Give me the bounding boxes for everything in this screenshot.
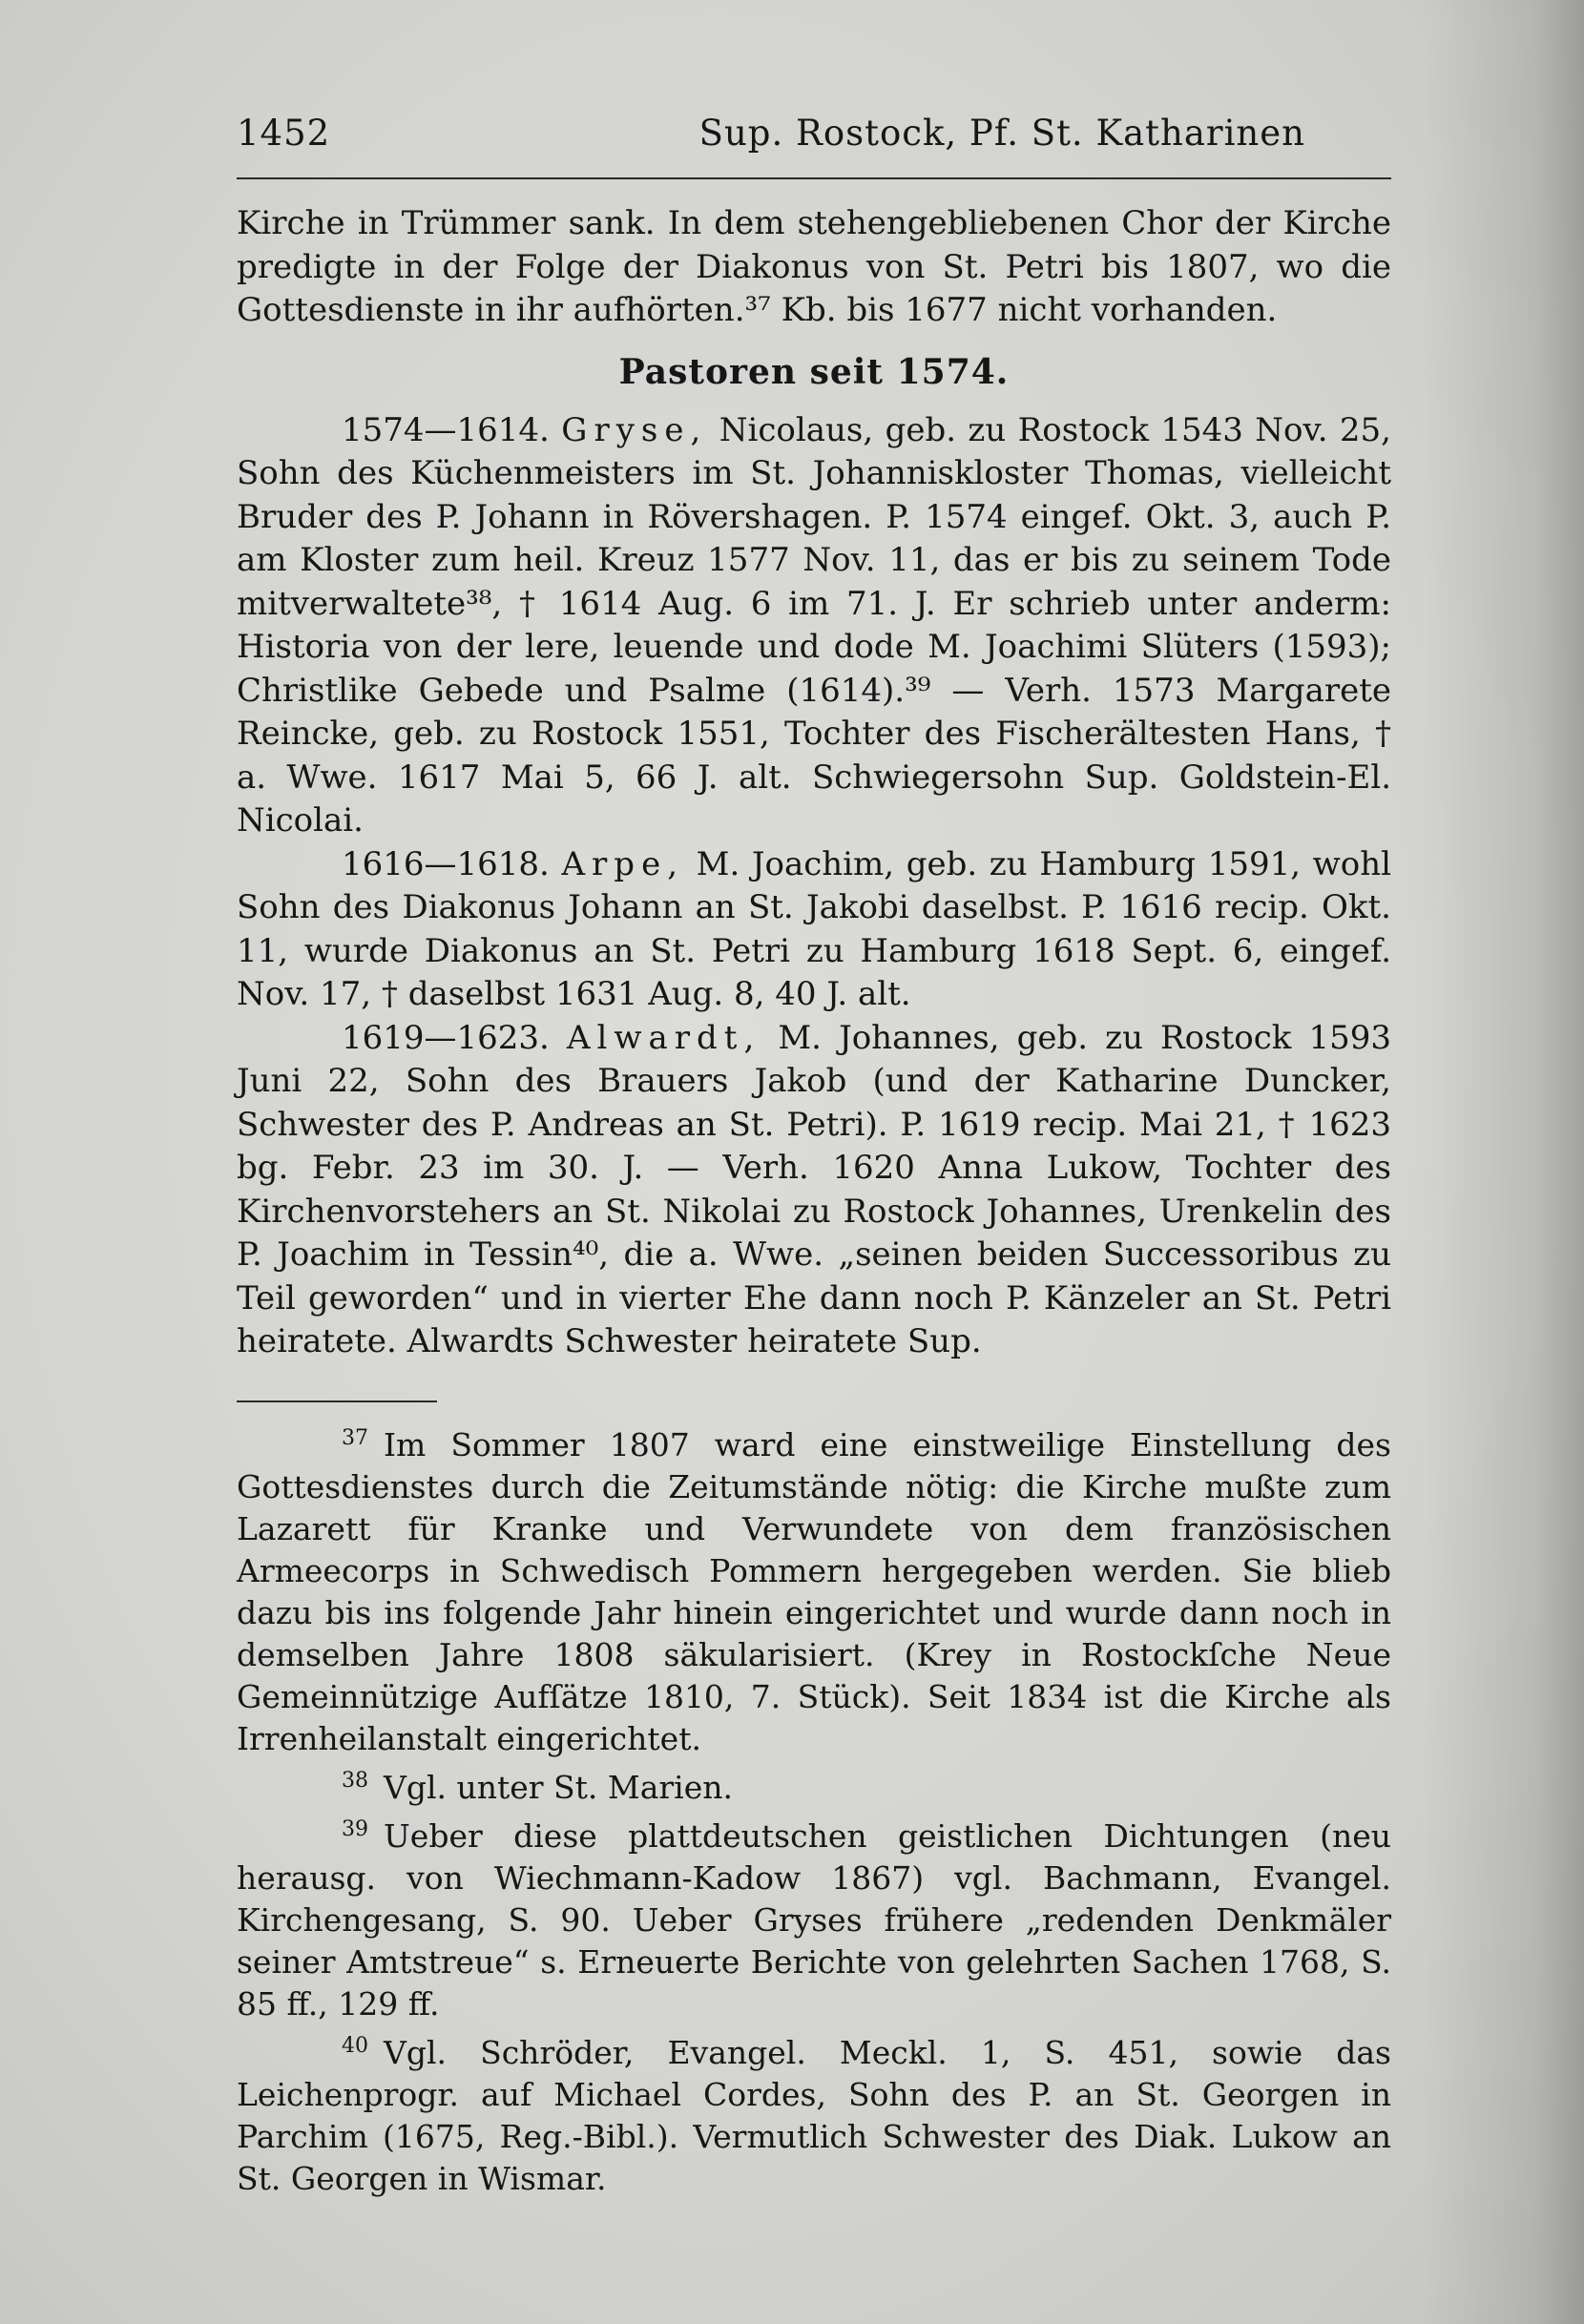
footnote-number: 38 <box>342 1768 368 1793</box>
entry-years: 1574—1614. <box>342 410 550 449</box>
footnote <box>237 1760 1391 1809</box>
footnote-text: Vgl. unter St. Marien. <box>384 1768 733 1806</box>
footnote-number: 40 <box>342 2033 368 2058</box>
pastor-entry <box>237 409 1391 843</box>
running-title: Sup. Rostock, Pf. St. Katharinen <box>698 113 1305 154</box>
footnote-text: Im Sommer 1807 ward eine einstweilige Einstellung des Gottesdienstes durch die Zeitumstände nötig: die Kirche mußte zum Lazarett für Kranke und Verwundete von dem französischen Armeecorps in Schwedisch Pommern hergegeben werden. Sie blieb dazu bis ins folgende Jahr hinein eingerichtet und wurde dann noch in demselben Jahre 1808 säkularisiert. (Krey in Rostockſche Neue Gemeinnützige Aufſätze 1810, 7. Stück). Seit 1834 ist die Kirche als Irrenheilanstalt eingerichtet. <box>237 1425 1391 1757</box>
footnotes <box>237 1418 1391 2200</box>
entry-name: Gryse, <box>561 410 708 449</box>
footnote-number: 39 <box>342 1816 368 1841</box>
page-content <box>237 113 1391 2200</box>
entry-text: M. Joachim, geb. zu Hamburg 1591, wohl Sohn des Diakonus Johann an St. Jakobi daselbst. P. 1616 recip. Okt. 11, wurde Diakonus an St. Petri zu Hamburg 1618 Sept. 6, eingef. Nov. 17, † daselbst 1631 Aug. 8, 40 J. alt. <box>237 844 1391 1013</box>
footnote-text: Vgl. Schröder, Evangel. Meckl. 1, S. 451, sowie das Leichenprogr. auf Michael Cordes, Sohn des P. an St. Georgen in Parchim (1675, Reg.-Bibl.). Vermutlich Schwester des Diak. Lukow an St. Georgen in Wismar. <box>237 2033 1391 2197</box>
footnote-number: 37 <box>342 1425 368 1450</box>
page-number: 1452 <box>237 113 331 154</box>
entry-text: M. Johannes, geb. zu Rostock 1593 Juni 22, Sohn des Brauers Jakob (und der Katharine Duncker, Schwester des P. Andreas an St. Petri). P. 1619 recip. Mai 21, † 1623 bg. Febr. 23 im 30. J. — Verh. 1620 Anna Lukow, Tochter des Kirchenvorstehers an St. Nikolai zu Rostock Johannes, Urenkelin des P. Joachim in Tessin⁴⁰, die a. Wwe. „seinen beiden Successoribus zu Teil geworden“ und in vierter Ehe dann noch P. Känzeler an St. Petri heiratete. Alwardts Schwester heiratete Sup. <box>237 1018 1391 1360</box>
section-title: Pastoren seit 1574. <box>618 351 1010 392</box>
intro-paragraph: Kirche in Trümmer sank. In dem stehengebliebenen Chor der Kirche predigte in der Folge der Diakonus von St. Petri bis 1807, wo die Gottesdienste in ihr aufhörten.³⁷ Kb. bis 1677 nicht vorhanden. <box>237 204 1391 329</box>
entry-text: Nicolaus, geb. zu Rostock 1543 Nov. 25, Sohn des Küchenmeisters im St. Johanniskloster Thomas, vielleicht Bruder des P. Johann in Rövershagen. P. 1574 eingef. Okt. 3, auch P. am Kloster zum heil. Kreuz 1577 Nov. 11, das er bis zu seinem Tode mitverwaltete³⁸, † 1614 Aug. 6 im 71. J. Er schrieb unter anderm: Historia von der lere, leuende und dode M. Joachimi Slüters (1593); Christlike Gebede und Psalme (1614).³⁹ — Verh. 1573 Margarete Reincke, geb. zu Rostock 1551, Tochter des Fischerältesten Hans, † a. Wwe. 1617 Mai 5, 66 J. alt. Schwiegersohn Sup. Goldstein-El. Nicolai. <box>237 410 1391 840</box>
entry-years: 1616—1618. <box>342 844 550 883</box>
main-text <box>237 202 1391 1364</box>
page-header <box>237 113 1391 179</box>
footnote <box>237 1418 1391 1760</box>
footnote-divider <box>237 1401 437 1402</box>
entry-years: 1619—1623. <box>342 1018 550 1057</box>
footnote <box>237 2025 1391 2200</box>
entry-name: Alwardt, <box>566 1018 761 1057</box>
footnote-text: Ueber diese plattdeutschen geistlichen Dichtungen (neu herausg. von Wiechmann-Kadow 1867) vgl. Bachmann, Evangel. Kirchengesang, S. 90. Ueber Gryses frühere „redenden Denkmäler seiner Amtstreue“ s. Erneuerte Berichte von gelehrten Sachen 1768, S. 85 ff., 129 ff. <box>237 1816 1391 2023</box>
pastor-entry <box>237 843 1391 1017</box>
pastor-entry <box>237 1017 1391 1364</box>
entry-name: Arpe, <box>561 844 684 883</box>
page-edge-shadow <box>1422 0 1584 2324</box>
footnote <box>237 1809 1391 2025</box>
